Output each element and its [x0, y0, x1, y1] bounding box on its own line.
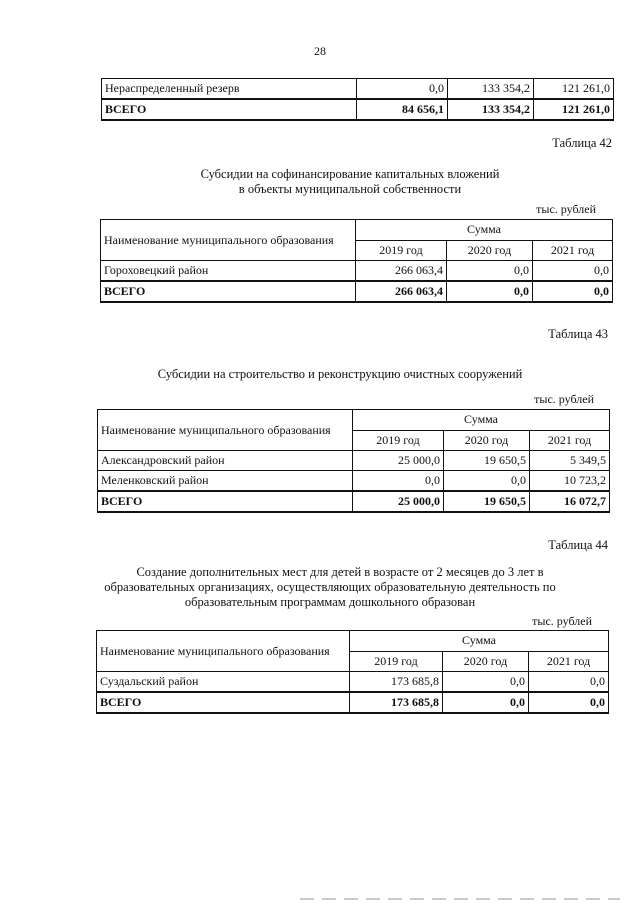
table-44 — [96, 630, 609, 714]
value-2021: 121 261,0 — [534, 99, 614, 120]
units-label: тыс. рублей — [532, 614, 592, 628]
units-label: тыс. рублей — [534, 392, 594, 406]
row-name: Гороховецкий район — [101, 261, 356, 282]
total-row — [101, 281, 613, 302]
value-2021: 0,0 — [529, 672, 609, 693]
value-2020: 19 650,5 — [444, 491, 530, 512]
row-name: Нераспределенный резерв — [102, 79, 357, 100]
value-2020: 133 354,2 — [448, 99, 534, 120]
header-name: Наименование муниципального образования — [97, 631, 350, 672]
table-row — [102, 79, 614, 100]
header-year: 2019 год — [356, 240, 447, 261]
value-2020: 0,0 — [443, 672, 529, 693]
value-2020: 19 650,5 — [444, 451, 530, 471]
row-name: Суздальский район — [97, 672, 350, 693]
header-year: 2021 год — [529, 651, 609, 672]
value-2019: 173 685,8 — [350, 692, 443, 713]
value-2021: 16 072,7 — [530, 491, 610, 512]
table-caption: Таблица 42 — [552, 136, 612, 150]
header-sum: Сумма — [353, 410, 610, 431]
row-name: ВСЕГО — [102, 99, 357, 120]
value-2021: 0,0 — [533, 281, 613, 302]
value-2020: 0,0 — [447, 281, 533, 302]
value-2019: 0,0 — [357, 79, 448, 100]
header-year: 2020 год — [443, 651, 529, 672]
value-2020: 0,0 — [443, 692, 529, 713]
table-row — [98, 451, 610, 471]
value-2019: 0,0 — [353, 471, 444, 492]
value-2021: 121 261,0 — [534, 79, 614, 100]
table-caption: Таблица 44 — [548, 538, 608, 552]
table-42 — [100, 219, 613, 303]
header-year: 2021 год — [533, 240, 613, 261]
value-2019: 266 063,4 — [356, 281, 447, 302]
value-2019: 84 656,1 — [357, 99, 448, 120]
value-2020: 0,0 — [447, 261, 533, 282]
table-title: Субсидии на софинансирование капитальных вложений — [200, 167, 500, 181]
value-2021: 0,0 — [533, 261, 613, 282]
header-sum: Сумма — [350, 631, 609, 652]
row-name: ВСЕГО — [101, 281, 356, 302]
row-name: Александровский район — [98, 451, 353, 471]
table-title: Субсидии на строительство и реконструкцию очистных сооружений — [157, 367, 523, 381]
header-year: 2019 год — [350, 651, 443, 672]
header-year: 2020 год — [444, 430, 530, 451]
value-2021: 10 723,2 — [530, 471, 610, 492]
scan-artifact — [300, 898, 620, 900]
total-row — [98, 491, 610, 512]
header-year: 2019 год — [353, 430, 444, 451]
units-label: тыс. рублей — [536, 202, 596, 216]
row-name: ВСЕГО — [98, 491, 353, 512]
header-year: 2021 год — [530, 430, 610, 451]
value-2021: 0,0 — [529, 692, 609, 713]
page-number: 28 — [314, 44, 326, 58]
header-name: Наименование муниципального образования — [101, 220, 356, 261]
table-43 — [97, 409, 610, 513]
table-row — [97, 672, 609, 693]
value-2019: 173 685,8 — [350, 672, 443, 693]
table-title: образовательным программам дошкольного образован — [184, 595, 476, 609]
value-2019: 266 063,4 — [356, 261, 447, 282]
table-caption: Таблица 43 — [548, 327, 608, 341]
header-sum: Сумма — [356, 220, 613, 241]
row-name: ВСЕГО — [97, 692, 350, 713]
value-2019: 25 000,0 — [353, 451, 444, 471]
table-title: в объекты муниципальной собственности — [238, 182, 462, 196]
header-name: Наименование муниципального образования — [98, 410, 353, 451]
table-row — [98, 471, 610, 492]
table-title: образовательных организациях, осуществляющих образовательную деятельность по — [104, 580, 556, 594]
value-2020: 0,0 — [444, 471, 530, 492]
value-2019: 25 000,0 — [353, 491, 444, 512]
row-name: Меленковский район — [98, 471, 353, 492]
total-row — [102, 99, 614, 120]
value-2020: 133 354,2 — [448, 79, 534, 100]
header-year: 2020 год — [447, 240, 533, 261]
table-title: Создание дополнительных мест для детей в возрасте от 2 месяцев до 3 лет в — [136, 565, 544, 579]
value-2021: 5 349,5 — [530, 451, 610, 471]
top-table — [101, 78, 614, 121]
table-row — [101, 261, 613, 282]
total-row — [97, 692, 609, 713]
